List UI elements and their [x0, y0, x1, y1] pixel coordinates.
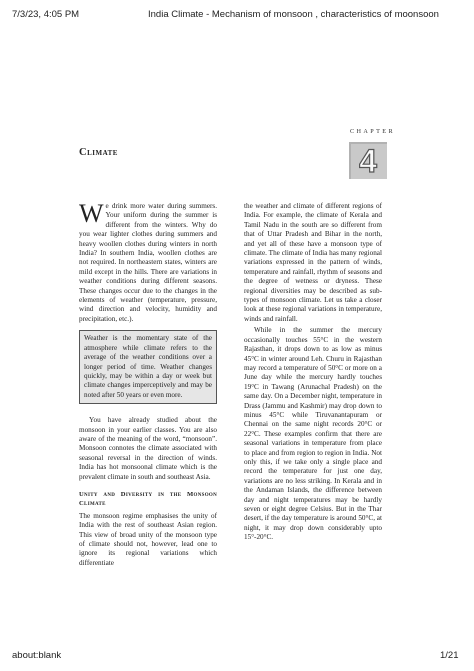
- print-doc-title: India Climate - Mechanism of monsoon , characteristics of moonsoon: [148, 9, 439, 20]
- text-column-left: [79, 199, 217, 570]
- weather-climate-note-box: Weather is the momentary state of the atmosphere while climate refers to the average of the weather conditions over a longer period of time. Weather changes quickly, may be within a day or week but climate changes imperceptively and may be noted after 50 years or even more.: [79, 330, 217, 404]
- print-page-count: 1/21: [440, 650, 459, 661]
- print-url: about:blank: [12, 650, 62, 661]
- temperature-paragraph: While in the summer the mercury occasionally touches 55°C in the western Rajasthan, it drops down to as low as minus 45°C in winter around Leh. Churu in Rajasthan may record a temperature of 50°C or more on a June day while the mercury hardly touches 19°C in Tawang (Arunachal Pradesh) on the same day. On a December night, temperature in Drass (Jammu and Kashmir) may drop down to minus 45°C while Tiruvanantapuram or Chennai on the same night records 20°C or 22°C. These examples confirm that there are seasonal variations in temperature from place to place and from region to region in India. Not only this, if we take only a single place and record the temperature for just one day, variations are no less striking. In Kerala and in the Andaman Islands, the difference between day and night temperatures may be hardly seven or eight degree Celsius. But in the Thar desert, if the day temperature is around 50°C, at night, it may drop down considerably upto 15°-20°C.: [244, 326, 382, 542]
- monsoon-regime-paragraph: The monsoon regime emphasises the unity of India with the rest of southeast Asian region. This view of broad unity of the monsoon type of climate should not, however, lead one to ignore its regional variations which differentiate: [79, 511, 217, 567]
- chapter-number: 4: [359, 142, 377, 179]
- page-title: Climate: [79, 147, 118, 158]
- regional-variation-paragraph: the weather and climate of different regions of India. For example, the climate of Kerala and Tamil Nadu in the south are so different from that of Uttar Pradesh and Bihar in the north, and yet all of these have a monsoon type of climate. The climate of India has many regional variations expressed in the pattern of winds, temperature and rainfall, rhythm of seasons and the degree of wetness or dryness. These regional diversities may be described as sub-types of monsoon climate. Let us take a closer look at these regional variations in temperature, winds and rainfall.: [244, 202, 382, 323]
- intro-paragraph: [79, 199, 217, 324]
- chapter-label: CHAPTER: [350, 128, 395, 135]
- section-heading: Unity and Diversity in the Monsoon Climate: [79, 490, 217, 508]
- drop-cap: W: [79, 199, 104, 228]
- text-column-right: [244, 202, 382, 545]
- intro-text: e drink more water during summers. Your uniform during the summer is different from the winters. Why do you wear lighter clothes during summers and heavy woollen clothes during winters in north India? In southern India, woollen clothes are not required. In northeastern states, winters are mild except in the hills. There are variations in weather conditions during different seasons. These changes occur due to the changes in the elements of weather (temperature, pressure, wind direction and velocity, humidity and precipitation, etc.).: [79, 202, 217, 323]
- chapter-number-box: [349, 142, 387, 179]
- monsoon-paragraph: You have already studied about the monsoon in your earlier classes. You are also aware of the meaning of the word, “monsoon”. Monsoon connotes the climate associated with seasonal reversal in the direction of winds. India has hot monsoonal climate which is the prevalent climate in south and southeast Asia.: [79, 416, 217, 481]
- print-datetime: 7/3/23, 4:05 PM: [12, 9, 80, 20]
